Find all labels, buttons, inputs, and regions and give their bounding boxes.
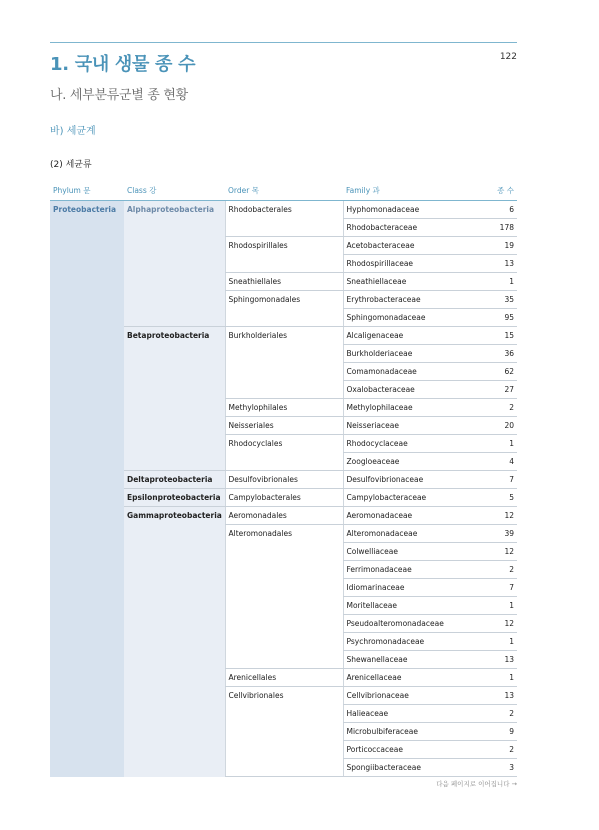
- count-cell: 7: [459, 579, 517, 597]
- count-cell: 39: [459, 525, 517, 543]
- family-cell: Rhodobacteraceae: [343, 219, 459, 237]
- count-cell: 35: [459, 291, 517, 309]
- count-cell: 1: [459, 435, 517, 453]
- family-cell: Sphingomonadaceae: [343, 309, 459, 327]
- family-cell: Rhodospirillaceae: [343, 255, 459, 273]
- family-cell: Zoogloeaceae: [343, 453, 459, 471]
- class-cell: Alphaproteobacteria: [124, 201, 225, 327]
- top-rule: [50, 42, 517, 43]
- header-class: Class 강: [124, 182, 225, 201]
- order-cell: Campylobacterales: [225, 489, 343, 507]
- count-cell: 6: [459, 201, 517, 219]
- family-cell: Ferrimonadaceae: [343, 561, 459, 579]
- continued-note: 다음 페이지로 이어집니다 →: [436, 780, 517, 788]
- class-cell: Epsilonproteobacteria: [124, 489, 225, 507]
- family-cell: Colwelliaceae: [343, 543, 459, 561]
- header-family: Family 과: [343, 182, 459, 201]
- order-cell: Sneathiellales: [225, 273, 343, 291]
- header-phylum: Phylum 문: [50, 182, 124, 201]
- species-table-wrapper: [50, 182, 517, 777]
- class-cell: Deltaproteobacteria: [124, 471, 225, 489]
- order-cell: Aeromonadales: [225, 507, 343, 525]
- count-cell: 1: [459, 273, 517, 291]
- family-cell: Erythrobacteraceae: [343, 291, 459, 309]
- count-cell: 36: [459, 345, 517, 363]
- order-cell: Sphingomonadales: [225, 291, 343, 327]
- page-title: 1. 국내 생물 종 수: [50, 54, 196, 75]
- family-cell: Comamonadaceae: [343, 363, 459, 381]
- order-cell: Rhodocyclales: [225, 435, 343, 471]
- count-cell: 95: [459, 309, 517, 327]
- count-cell: 62: [459, 363, 517, 381]
- count-cell: 13: [459, 687, 517, 705]
- count-cell: 2: [459, 705, 517, 723]
- family-cell: Rhodocyclaceae: [343, 435, 459, 453]
- count-cell: 7: [459, 471, 517, 489]
- class-cell: Betaproteobacteria: [124, 327, 225, 471]
- family-cell: Shewanellaceae: [343, 651, 459, 669]
- family-cell: Idiomarinaceae: [343, 579, 459, 597]
- family-cell: Cellvibrionaceae: [343, 687, 459, 705]
- order-cell: Rhodospirillales: [225, 237, 343, 273]
- family-cell: Microbulbiferaceae: [343, 723, 459, 741]
- header-order: Order 목: [225, 182, 343, 201]
- family-cell: Aeromonadaceae: [343, 507, 459, 525]
- family-cell: Moritellaceae: [343, 597, 459, 615]
- count-cell: 3: [459, 759, 517, 777]
- family-cell: Porticoccaceae: [343, 741, 459, 759]
- family-cell: Psychromonadaceae: [343, 633, 459, 651]
- class-cell: Gammaproteobacteria: [124, 507, 225, 777]
- count-cell: 13: [459, 255, 517, 273]
- count-cell: 178: [459, 219, 517, 237]
- order-cell: Desulfovibrionales: [225, 471, 343, 489]
- count-cell: 12: [459, 615, 517, 633]
- order-cell: Neisseriales: [225, 417, 343, 435]
- count-cell: 2: [459, 561, 517, 579]
- count-cell: 19: [459, 237, 517, 255]
- family-cell: Spongiibacteraceae: [343, 759, 459, 777]
- order-cell: Cellvibrionales: [225, 687, 343, 777]
- phylum-cell: Proteobacteria: [50, 201, 124, 777]
- family-cell: Alteromonadaceae: [343, 525, 459, 543]
- order-cell: Rhodobacterales: [225, 201, 343, 237]
- family-cell: Campylobacteraceae: [343, 489, 459, 507]
- family-cell: Burkholderiaceae: [343, 345, 459, 363]
- count-cell: 9: [459, 723, 517, 741]
- page-number: 122: [499, 52, 517, 62]
- family-cell: Oxalobacteraceae: [343, 381, 459, 399]
- subsection-heading: (2) 세균류: [50, 160, 92, 170]
- order-cell: Burkholderiales: [225, 327, 343, 399]
- count-cell: 15: [459, 327, 517, 345]
- family-cell: Sneathiellaceae: [343, 273, 459, 291]
- family-cell: Alcaligenaceae: [343, 327, 459, 345]
- count-cell: 12: [459, 507, 517, 525]
- family-cell: Desulfovibrionaceae: [343, 471, 459, 489]
- count-cell: 1: [459, 669, 517, 687]
- count-cell: 12: [459, 543, 517, 561]
- family-cell: Methylophilaceae: [343, 399, 459, 417]
- table-header-row: [50, 182, 517, 201]
- family-cell: Halieaceae: [343, 705, 459, 723]
- page-subtitle: 나. 세부분류군별 종 현황: [50, 88, 188, 103]
- family-cell: Neisseriaceae: [343, 417, 459, 435]
- count-cell: 20: [459, 417, 517, 435]
- count-cell: 5: [459, 489, 517, 507]
- table-row: [50, 201, 517, 219]
- order-cell: Methylophilales: [225, 399, 343, 417]
- count-cell: 2: [459, 741, 517, 759]
- family-cell: Arenicellaceae: [343, 669, 459, 687]
- count-cell: 1: [459, 633, 517, 651]
- header-count: 종 수: [459, 182, 517, 201]
- count-cell: 4: [459, 453, 517, 471]
- family-cell: Hyphomonadaceae: [343, 201, 459, 219]
- count-cell: 27: [459, 381, 517, 399]
- order-cell: Alteromonadales: [225, 525, 343, 669]
- family-cell: Pseudoalteromonadaceae: [343, 615, 459, 633]
- table-body: [50, 201, 517, 777]
- species-table: [50, 182, 517, 777]
- order-cell: Arenicellales: [225, 669, 343, 687]
- section-heading: 바) 세균계: [50, 126, 96, 137]
- count-cell: 13: [459, 651, 517, 669]
- count-cell: 1: [459, 597, 517, 615]
- count-cell: 2: [459, 399, 517, 417]
- family-cell: Acetobacteraceae: [343, 237, 459, 255]
